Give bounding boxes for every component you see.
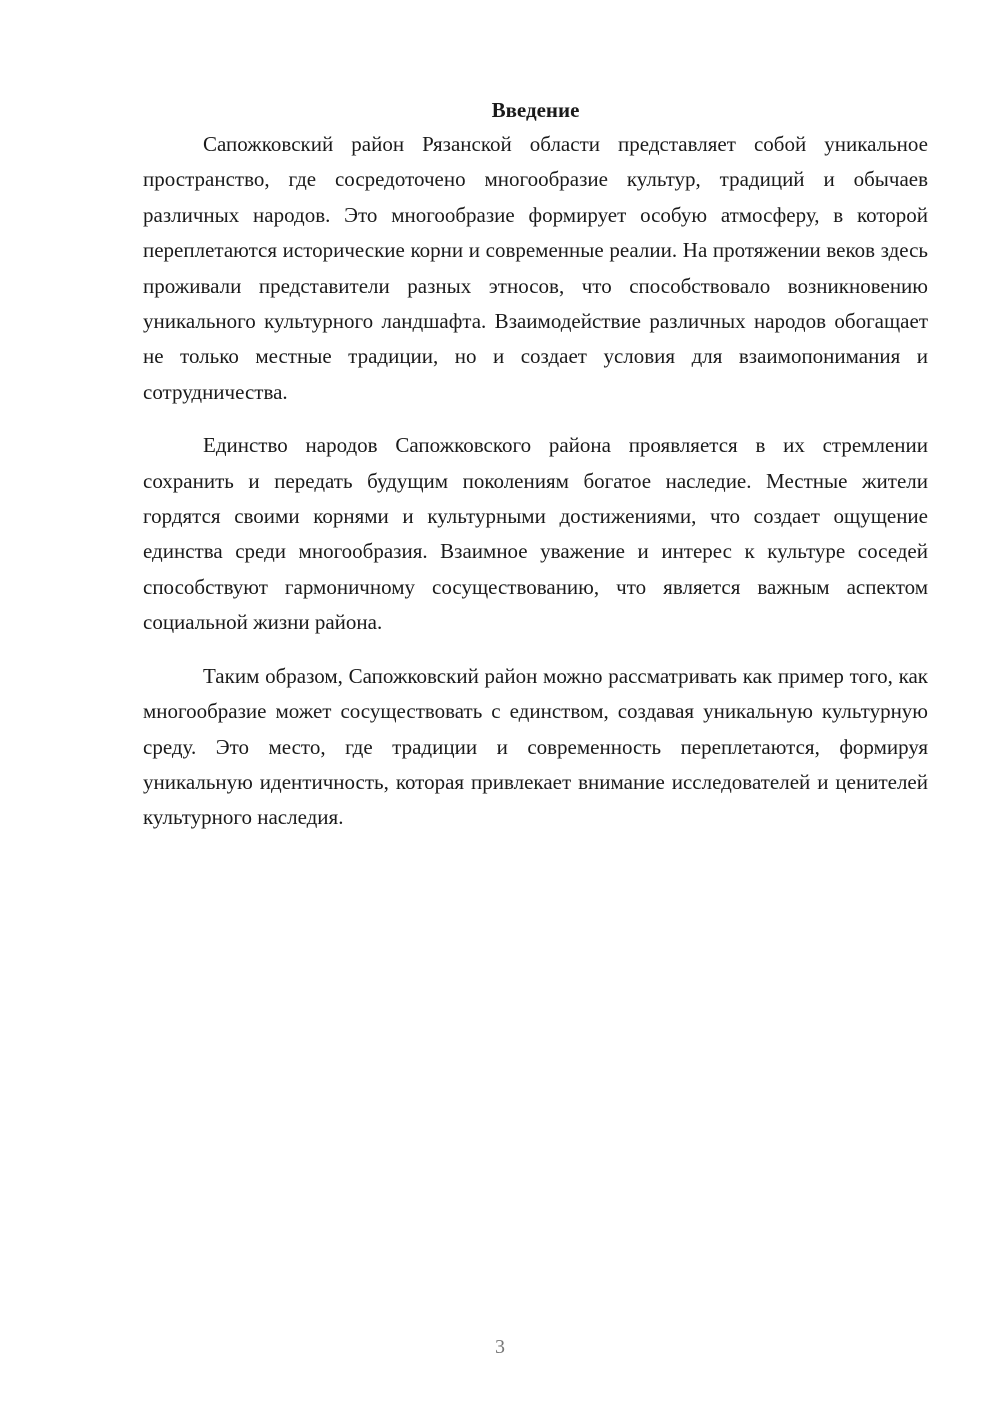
paragraph-1: Сапожковский район Рязанской области представляет собой уникальное пространство, где сосредоточено многообразие культур, традиций и обычаев различных народов. Это многообразие формирует особую атмосферу, в которой переплетаются исторические корни и современные реалии. На протяжении веков здесь проживали представители разных этносов, что способствовало возникновению уникального культурного ландшафта. Взаимодействие различных народов обогащает не только местные традиции, но и создает условия для взаимопонимания и сотрудничества. <box>143 132 928 404</box>
paragraph-3: Таким образом, Сапожковский район можно рассматривать как пример того, как многообразие может сосуществовать с единством, создавая уникальную культурную среду. Это место, где традиции и современность переплетаются, формируя уникальную идентичность, которая привлекает внимание исследователей и ценителей культурного наследия. <box>143 663 928 830</box>
page-number: 3 <box>495 1336 505 1358</box>
section-heading: Введение <box>491 98 580 122</box>
page-content <box>143 94 928 836</box>
paragraph-2: Единство народов Сапожковского района проявляется в их стремлении сохранить и передать будущим поколениям богатое наследие. Местные жители гордятся своими корнями и культурными достижениями, что создает ощущение единства среди многообразия. Взаимное уважение и интерес к культуре соседей способствуют гармоничному сосуществованию, что является важным аспектом социальной жизни района. <box>143 433 928 635</box>
